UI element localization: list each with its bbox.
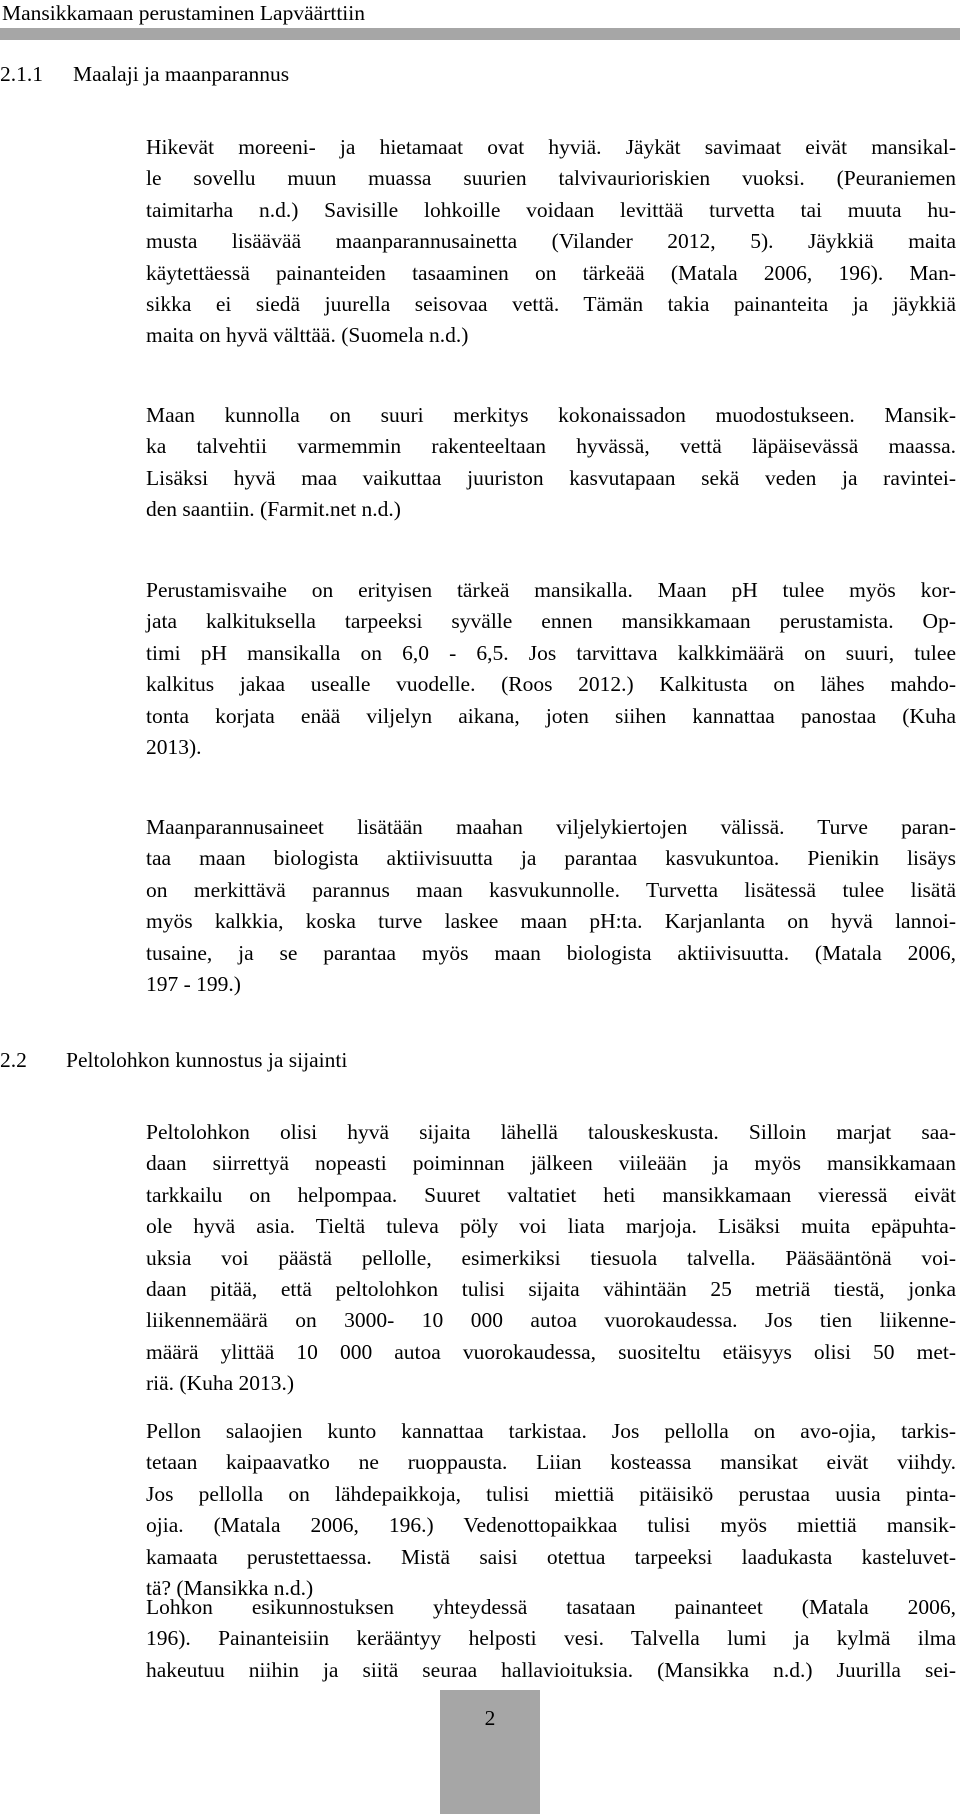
running-header: [0, 0, 960, 40]
text-line: jata kalkituksella tarpeeksi syvälle ennen mansikkamaan perustamista. Op-: [146, 609, 956, 634]
section-title: Maalaji ja maanparannus: [73, 62, 290, 86]
section-heading-2-1-1: [0, 62, 289, 87]
text-line: taa maan biologista aktiivisuutta ja parantaa kasvukuntoa. Pienikin lisäys: [146, 846, 956, 871]
text-line: maita on hyvä välttää. (Suomela n.d.): [146, 323, 469, 348]
text-line: Hikevät moreeni- ja hietamaat ovat hyviä. Jäykät savimaat eivät mansikal-: [146, 135, 956, 159]
text-line: määrä ylittää 10 000 autoa vuorokaudessa, suositeltu etäisyys olisi 50 met-: [146, 1339, 956, 1364]
text-line: Maanparannusaineet lisätään maahan viljelykiertojen välissä. Turve paran-: [146, 815, 956, 839]
text-line: liikennemäärä on 3000- 10 000 autoa vuorokaudessa. Jos tien liikenne-: [146, 1308, 956, 1333]
text-line: kalkitus jakaa usealle vuodelle. (Roos 2012.) Kalkitusta on lähes mahdo-: [146, 672, 956, 697]
text-line: daan pitää, että peltolohkon tulisi sijaita vähintään 25 metriä tiestä, jonka: [146, 1277, 956, 1302]
text-line: le sovellu muun muassa suurien talvivaurioriskien vuoksi. (Peuraniemen: [146, 166, 956, 191]
text-line: den saantiin. (Farmit.net n.d.): [146, 497, 401, 522]
text-line: riä. (Kuha 2013.): [146, 1371, 295, 1396]
page-number: 2: [484, 1706, 496, 1730]
paragraph: [146, 1416, 956, 1604]
paragraph: [146, 132, 956, 352]
text-line: tonta korjata enää viljelyn aikana, joten siihen kannattaa panostaa (Kuha: [146, 703, 956, 728]
text-line: Lohkon esikunnostuksen yhteydessä tasataan painanteet (Matala 2006,: [146, 1595, 956, 1619]
text-line: Maan kunnolla on suuri merkitys kokonaissadon muodostukseen. Mansik-: [146, 403, 956, 427]
text-line: Lisäksi hyvä maa vaikuttaa juuriston kasvutapaan sekä veden ja ravintei-: [146, 465, 956, 490]
text-line: timi pH mansikalla on 6,0 - 6,5. Jos tarvittava kalkkimäärä on suuri, tulee: [146, 640, 956, 665]
paragraph: [146, 400, 956, 526]
text-line: hakeutuu niihin ja siitä seuraa hallavioituksia. (Mansikka n.d.) Juurilla sei-: [146, 1657, 956, 1682]
text-line: tusaine, ja se parantaa myös maan biologista aktiivisuutta. (Matala 2006,: [146, 940, 956, 965]
paragraph: [146, 1592, 956, 1686]
section-number: 2.1.1: [0, 62, 43, 86]
paragraph: [146, 575, 956, 763]
text-line: tä? (Mansikka n.d.): [146, 1576, 314, 1601]
paragraph: [146, 1117, 956, 1400]
section-heading-2-2: [0, 1048, 347, 1073]
text-line: 196). Painanteisiin kerääntyy helposti vesi. Talvella lumi ja kylmä ilma: [146, 1626, 956, 1651]
text-line: on merkittävä parannus maan kasvukunnolle. Turvetta lisätessä tulee lisätä: [146, 877, 956, 902]
text-line: ojia. (Matala 2006, 196.) Vedenottopaikkaa tulisi myös miettiä mansik-: [146, 1513, 956, 1538]
section-number: 2.2: [0, 1048, 27, 1072]
text-line: 197 - 199.): [146, 972, 241, 997]
paragraph: [146, 812, 956, 1000]
text-line: taimitarha n.d.) Savisille lohkoille voidaan levittää turvetta tai muuta hu-: [146, 197, 956, 222]
text-line: Pellon salaojien kunto kannattaa tarkistaa. Jos pellolla on avo-ojia, tarkis-: [146, 1419, 956, 1443]
text-line: uksia voi päästä pellolle, esimerkiksi tiesuola talvella. Pääsääntönä voi-: [146, 1245, 956, 1270]
running-header-title: Mansikkamaan perustaminen Lapväärttiin: [2, 1, 365, 25]
text-line: 2013).: [146, 735, 202, 760]
text-line: daan siirrettyä nopeasti poiminnan jälkeen viileään ja myös mansikkamaan: [146, 1151, 956, 1176]
text-line: ole hyvä asia. Tieltä tuleva pöly voi liata marjoja. Lisäksi muita epäpuhta-: [146, 1214, 956, 1239]
text-line: musta lisäävää maanparannusainetta (Vilander 2012, 5). Jäykkiä maita: [146, 229, 956, 254]
text-line: Peltolohkon olisi hyvä sijaita lähellä talouskeskusta. Silloin marjat saa-: [146, 1120, 956, 1144]
text-line: Perustamisvaihe on erityisen tärkeä mansikalla. Maan pH tulee myös kor-: [146, 578, 956, 602]
text-line: kamaata perustettaessa. Mistä saisi otettua tarpeeksi laadukasta kasteluvet-: [146, 1544, 956, 1569]
text-line: Jos pellolla on lähdepaikkoja, tulisi miettiä pitäisikö perustaa uusia pinta-: [146, 1481, 956, 1506]
text-line: ka talvehtii varmemmin rakenteeltaan hyvässä, vettä läpäisevässä maassa.: [146, 434, 956, 459]
page-number-box: [440, 1690, 540, 1814]
text-line: käytettäessä painanteiden tasaaminen on tärkeää (Matala 2006, 196). Man-: [146, 260, 956, 285]
text-line: sikka ei siedä juurella seisovaa vettä. Tämän takia painanteita ja jäykkiä: [146, 292, 956, 317]
section-title: Peltolohkon kunnostus ja sijainti: [66, 1048, 348, 1072]
text-line: tetaan kaipaavatko ne ruoppausta. Liian kosteassa mansikat eivät viihdy.: [146, 1450, 956, 1475]
header-rule: [0, 28, 960, 40]
text-line: tarkkailu on helpompaa. Suuret valtatiet heti mansikkamaan vieressä eivät: [146, 1182, 956, 1207]
text-line: myös kalkkia, koska turve laskee maan pH:ta. Karjanlanta on hyvä lannoi-: [146, 909, 956, 934]
